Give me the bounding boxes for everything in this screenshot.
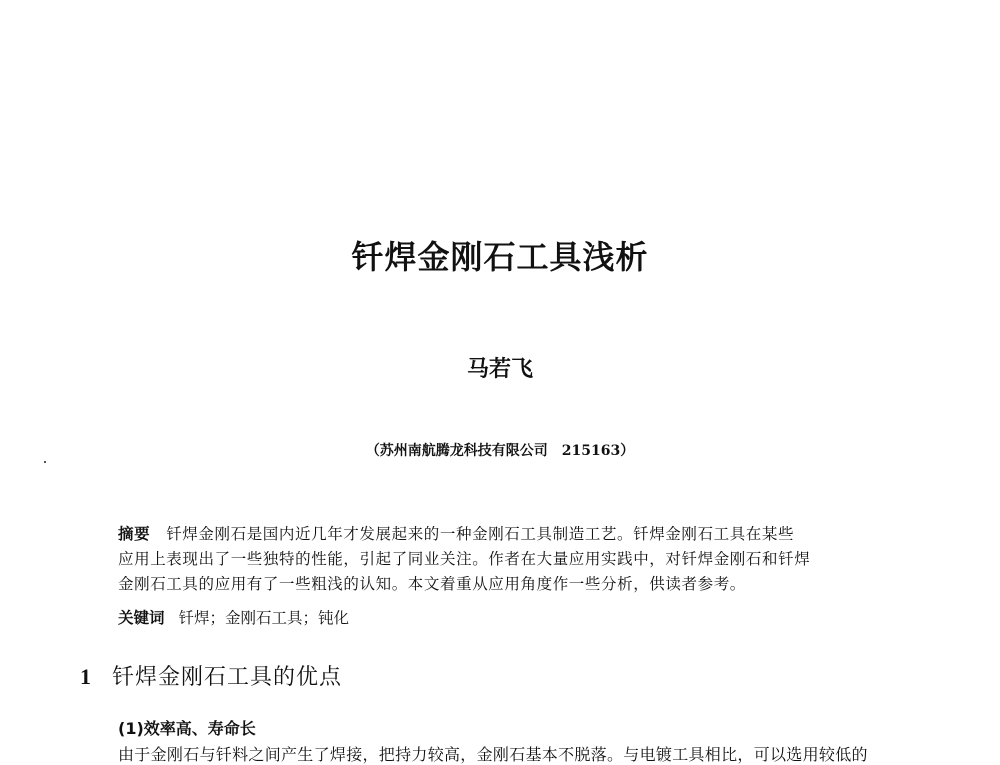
section-number: 1 xyxy=(80,664,92,689)
author-name: 马若飞 xyxy=(466,356,533,382)
scan-speck xyxy=(44,461,46,463)
author-affiliation: （苏州南航腾龙科技有限公司 215163） xyxy=(365,443,635,459)
body-text-line: 由于金刚石与钎料之间产生了焊接，把持力较高，金刚石基本不脱落。与电镀工具相比，可以选用较低的 xyxy=(118,745,868,764)
subsection-heading: (1)效率高、寿命长 xyxy=(118,719,256,738)
keywords-label: 关键词 xyxy=(118,609,165,627)
abstract-line-2: 应用上表现出了一些独特的性能，引起了同业关注。作者在大量应用实践中，对钎焊金刚石和钎焊 xyxy=(118,550,811,568)
abstract-block xyxy=(118,522,898,597)
abstract-line-1 xyxy=(118,522,898,547)
abstract-label: 摘要 xyxy=(118,525,151,543)
keywords-text: 钎焊；金刚石工具；钝化 xyxy=(178,609,350,627)
keywords-block xyxy=(118,606,349,628)
abstract-text-1: 钎焊金刚石是国内近几年才发展起来的一种金刚石工具制造工艺。钎焊金刚石工具在某些 xyxy=(166,525,795,543)
section-heading xyxy=(80,660,342,691)
abstract-line-3: 金刚石工具的应用有了一些粗浅的认知。本文着重从应用角度作一些分析，供读者参考。 xyxy=(118,575,746,593)
section-title: 钎焊金刚石工具的优点 xyxy=(112,665,343,690)
paper-title: 钎焊金刚石工具浅析 xyxy=(351,238,649,276)
